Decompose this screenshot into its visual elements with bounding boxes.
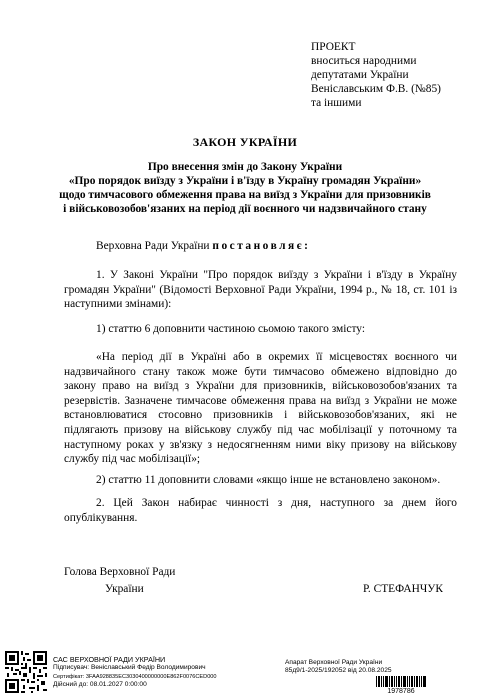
project-others: та іншими: [311, 97, 362, 109]
intro-prefix: Верховна Ради України: [96, 240, 213, 252]
paragraph-3-quote: «На період дії в Україні або в окремих її місцевостях воєнного чи надзвичайного стану також може бути тимчасово обмежено відповідно до закону право на виїзд з України для призовників, військовозобов'язаних та резервістів. Зазначене тимчасове обмеження права на виїзд з України не може встановлюватися стосовно призовників і військовозобов'язаних, які не підлягають призову на військову службу під час мобілізації у поточному та наступному роках у зв'язку з недосягненням ними віку призову на військову службу під час мобілізації»;: [64, 351, 457, 466]
project-label: ПРОЕКТ: [311, 41, 356, 53]
barcode-number: 1978786: [387, 688, 415, 695]
document-title: ЗАКОН УКРАЇНИ: [192, 135, 298, 149]
signature-name: Р. СТЕФАНЧУК: [363, 583, 443, 595]
footer-org: САС ВЕРХОВНОЇ РАДИ УКРАЇНИ: [53, 655, 166, 664]
footer-registration: 85д9/1-2025/192052 від 20.08.2025: [285, 667, 392, 675]
paragraph-2: 1) статтю 6 доповнити частиною сьомою такого змісту:: [96, 323, 366, 335]
footer-right-block: [285, 659, 392, 676]
footer-valid-until: Дійсний до: 08.01.2027 0:00:00: [53, 681, 147, 689]
subtitle-line-3: щодо тимчасового обмеження права на виїзд з України для призовників: [59, 189, 431, 201]
qr-code-icon: [5, 651, 47, 693]
document-subtitle: [0, 160, 490, 216]
signature-position-line-1: Голова Верховної Ради: [64, 566, 176, 578]
footer-left-block: [53, 656, 217, 690]
project-author: Веніславським Ф.В. (№85): [311, 83, 441, 95]
subtitle-line-1: Про внесення змін до Закону України: [147, 161, 343, 173]
intro-resolves: постановляє: [212, 240, 305, 252]
barcode-icon: [376, 676, 426, 687]
paragraph-5: 2. Цей Закон набирає чинності з дня, наступного за днем його опублікування.: [64, 497, 457, 524]
signature-position-line-2: України: [105, 583, 144, 595]
paragraph-1: 1. У Законі України "Про порядок виїзду з України і в'їзду в Україну громадян України" (Відомості Верховної Ради України, 1994 р., № 18, ст. 101 із наступними змінами):: [64, 269, 457, 311]
intro-suffix: :: [304, 240, 308, 252]
footer-apparatus: Апарат Верховної Ради України: [285, 659, 383, 666]
footer-signer: Підписувач: Веніславський Федір Володимирович: [53, 664, 206, 672]
paragraph-4: 2) статтю 11 доповнити словами «якщо інше не встановлено законом».: [96, 474, 441, 486]
subtitle-line-2: «Про порядок виїзду з України і в'їзду в Україну громадян України»: [68, 175, 422, 187]
project-deputies: депутатами України: [311, 69, 409, 81]
project-note: [311, 40, 441, 110]
footer-certificate: Сертифікат: 3FAA928835EC3030400000000E862F0076CED000: [53, 673, 217, 680]
subtitle-line-4: і військовозобов'язаних на період дії воєнного чи надзвичайного стану: [63, 203, 427, 215]
project-submitted-by: вноситься народними: [311, 55, 417, 67]
intro-line: [96, 239, 308, 253]
